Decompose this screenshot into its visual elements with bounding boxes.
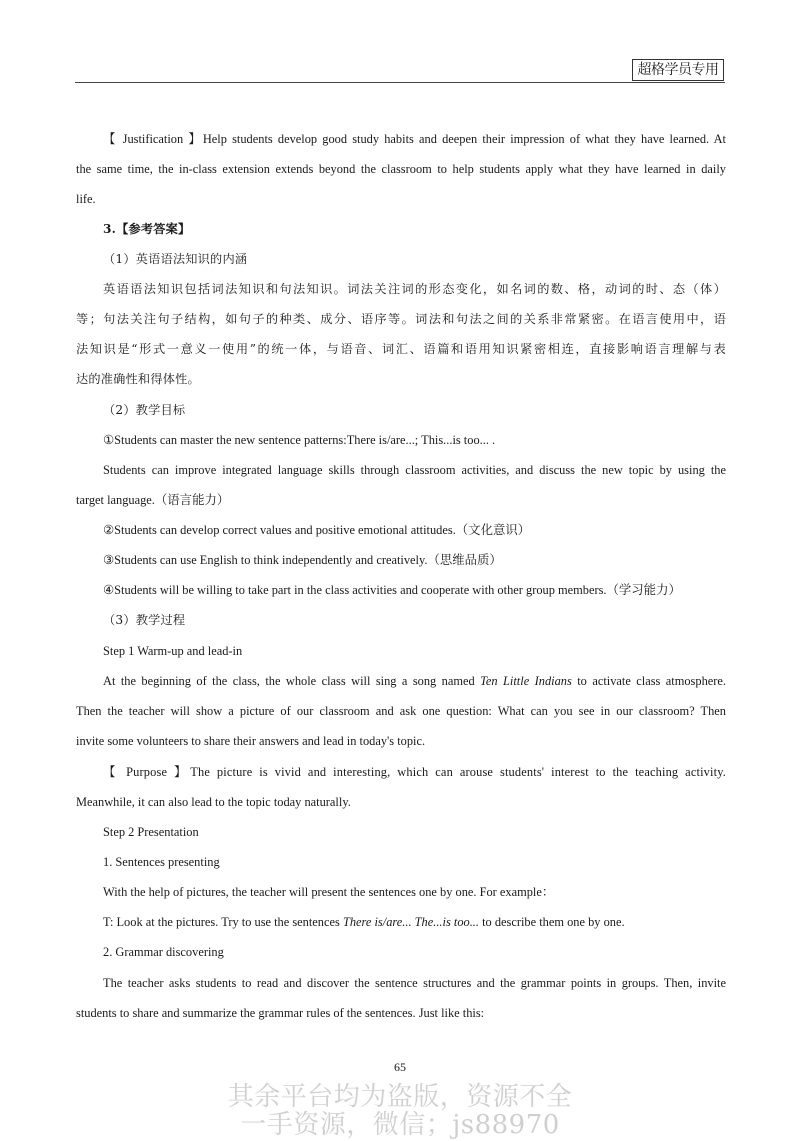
step-2-sub-2-line-2: students to share and summarize the grammar rules of the sentences. Just like this: [76, 1006, 485, 1020]
justification-line-1: 【 Justification 】Help students develop good study habits and deepen their impression of what they have learned. At [103, 132, 726, 146]
step-1-line-1-end: to activate class atmosphere. [571, 674, 726, 688]
justification-line-2: the same time, the in-class extension extends beyond the classroom to help students apply what they have learned in daily [76, 162, 726, 176]
section-1-para-line-4: 达的准确性和得体性。 [76, 372, 200, 386]
step-2-sub-1: 1. Sentences presenting [103, 855, 220, 869]
purpose-line-2: Meanwhile, it can also lead to the topic today naturally. [76, 795, 351, 809]
teacher-example-text: T: Look at the pictures. Try to use the sentences [103, 915, 343, 929]
objective-4: ④Students will be willing to take part in the class activities and cooperate with other group members.（学习能力） [103, 583, 681, 597]
answer-heading: 3.【参考答案】 [103, 222, 191, 236]
objective-2: ②Students can develop correct values and positive emotional attitudes.（文化意识） [103, 523, 531, 537]
section-2-heading: （2）教学目标 [103, 403, 186, 417]
teacher-example [103, 914, 726, 930]
purpose-line-1: 【 Purpose 】The picture is vivid and interesting, which can arouse students' interest to the teaching activity. [103, 765, 726, 779]
section-1-para-line-1: 英语语法知识包括词法知识和句法知识。词法关注词的形态变化，如名词的数、格，动词的时、态（体） [103, 282, 726, 296]
teacher-example-end: to describe them one by one. [479, 915, 625, 929]
step-2-sub-2: 2. Grammar discovering [103, 945, 224, 959]
step-1-title: Step 1 Warm-up and lead-in [103, 644, 243, 658]
page-number: 65 [394, 1060, 406, 1074]
exclusive-badge: 超格学员专用 [632, 59, 724, 81]
header-rule [75, 82, 725, 83]
section-1-para-line-3: 法知识是“形式一意义一使用”的统一体，与语音、词汇、语篇和语用知识紧密相连，直接影响语言理解与表 [76, 342, 726, 356]
step-2-sub-1-text: With the help of pictures, the teacher will present the sentences one by one. For example： [103, 885, 555, 899]
sentence-patterns: There is/are... The...is too... [342, 915, 480, 929]
step-1-line-3: invite some volunteers to share their answers and lead in today's topic. [76, 734, 426, 748]
step-2-title: Step 2 Presentation [103, 825, 199, 839]
objective-1: ①Students can master the new sentence patterns:There is/are...; This...is too... . [103, 433, 496, 447]
watermark-line-2: 一手资源，微信；js88970 [240, 1110, 560, 1140]
step-1-line-1 [103, 673, 726, 689]
justification-line-3: life. [76, 192, 96, 206]
objective-1-body-line-2: target language.（语言能力） [76, 493, 230, 507]
watermark-line-1: 其余平台均为盗版，资源不全 [227, 1082, 573, 1112]
section-3-heading: （3）教学过程 [103, 613, 186, 627]
step-1-line-1-text: At the beginning of the class, the whole class will sing a song named [103, 674, 481, 688]
section-1-heading: （1）英语语法知识的内涵 [103, 252, 248, 266]
section-1-para-line-2: 等；句法关注句子结构，如句子的种类、成分、语序等。词法和句法之间的关系非常紧密。在语言使用中，语 [76, 312, 726, 326]
objective-1-body-line-1: Students can improve integrated language skills through classroom activities, and discuss the new topic by using the [103, 463, 726, 477]
song-title: Ten Little Indians [480, 674, 572, 688]
step-1-line-2: Then the teacher will show a picture of our classroom and ask one question: What can you see in our classroom? Then [76, 704, 726, 718]
step-2-sub-2-line-1: The teacher asks students to read and discover the sentence structures and the grammar points in groups. Then, invite [103, 976, 726, 990]
objective-3: ③Students can use English to think independently and creatively.（思维品质） [103, 553, 502, 567]
